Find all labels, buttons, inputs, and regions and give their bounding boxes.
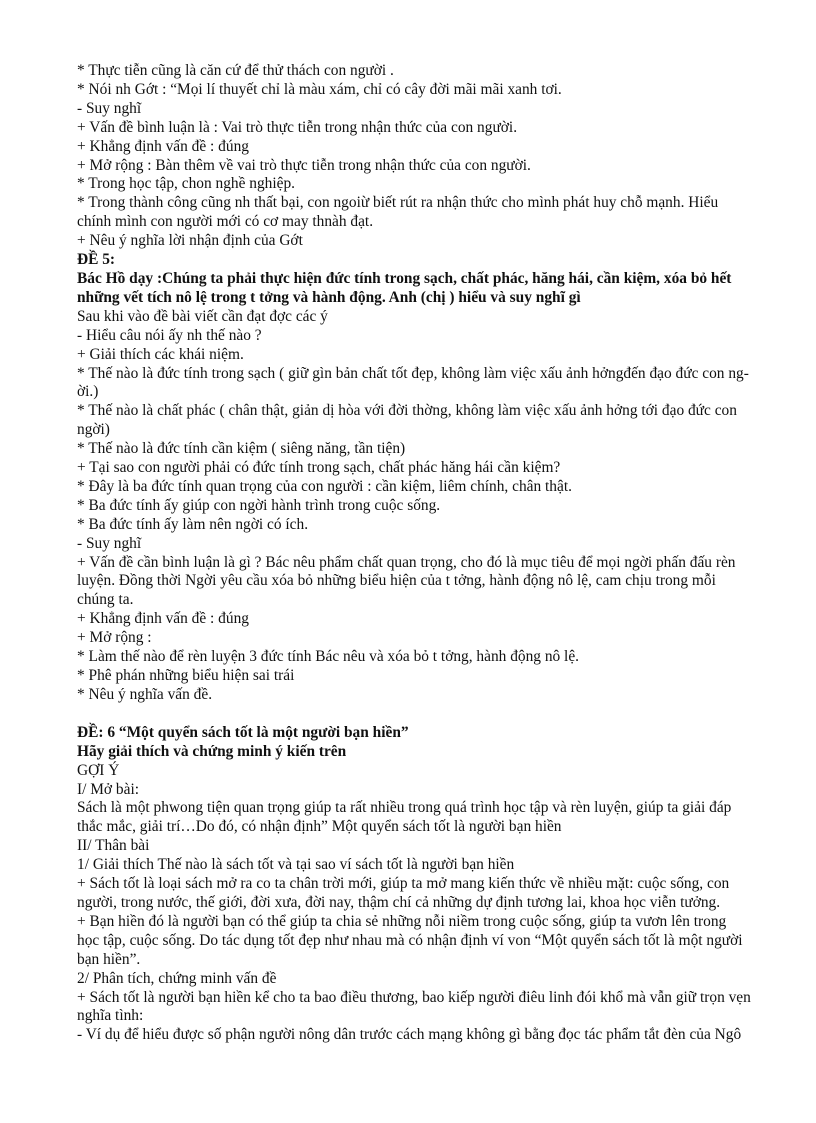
text-line: chúng ta. <box>77 591 134 609</box>
text-line: + Vấn đề bình luận là : Vai trò thực tiễn trong nhận thức của con người. <box>77 118 518 136</box>
text-line: người, trong nước, thế giới, đời xưa, đời nay, thậm chí cả những dự định tương lai, khoa học viễn tưởng. <box>77 893 721 911</box>
text-line: + Khẳng định vấn đề : đúng <box>77 137 249 155</box>
text-line: - Ví dụ để hiểu được số phận người nông dân trước cách mạng không gì bằng đọc tác phẩm tắt đèn của Ngô <box>77 1026 742 1044</box>
text-line: * Phê phán những biểu hiện sai trái <box>77 667 295 684</box>
text-line: - Suy nghĩ <box>77 534 142 552</box>
text-line: học tập, cuộc sống. Do tác dụng tốt đẹp như nhau mà có nhận định ví von “Một quyển sách tốt là một người <box>77 931 743 949</box>
text-line: * Nêu ý nghĩa vấn đề. <box>77 685 213 703</box>
text-line: * Làm thế nào để rèn luyện 3 đức tính Bác nêu và xóa bỏ t tởng, hành động nô lệ. <box>77 648 580 666</box>
text-line: Sách là một phwong tiện quan trọng giúp ta rất nhiều trong quá trình học tập và rèn luyện, giúp ta giải đáp <box>77 799 732 817</box>
text-line: * Trong thành công cũng nh thất bại, con ngoiừ biết rút ra nhận thức cho mình phát huy chỗ mạnh. Hiểu <box>77 194 719 212</box>
text-line: thắc mắc, giải trí…Do đó, có nhận định” Một quyển sách tốt là người bạn hiền <box>77 818 562 836</box>
text-line: - Hiểu câu nói ấy nh thế nào ? <box>77 326 262 344</box>
text-line: nghĩa tình: <box>77 1007 144 1025</box>
text-line: * Thế nào là đức tính trong sạch ( giữ gìn bản chất tốt đẹp, không làm việc xấu ảnh hởngđến đạo đức con ng- <box>77 364 749 382</box>
prompt-text: những vết tích nô lệ trong t tởng và hành động. Anh (chị ) hiểu và suy nghĩ gì <box>77 288 581 306</box>
text-line: + Nêu ý nghĩa lời nhận định của Gớt <box>77 232 303 250</box>
text-line: * Đây là ba đức tính quan trọng của con người : cần kiệm, liêm chính, chân thật. <box>77 477 572 495</box>
prompt-text: Bác Hồ dạy :Chúng ta phải thực hiện đức tính trong sạch, chất phác, hăng hái, cần kiệm, xóa bỏ hết <box>77 269 732 287</box>
text-line: luyện. Đồng thời Ngời yêu cầu xóa bỏ những biểu hiện của t tởng, hành động nô lệ, cam chịu trong mỗi <box>77 572 716 590</box>
prompt-text: Hãy giải thích và chứng minh ý kiến trên <box>77 742 347 760</box>
text-line: * Thế nào là đức tính cần kiệm ( siêng năng, tần tiện) <box>77 440 406 458</box>
text-line: ời.) <box>77 383 99 401</box>
text-line: + Bạn hiền đó là người bạn có thể giúp ta chia sẻ những nỗi niềm trong cuộc sống, giúp ta vươn lên trong <box>77 912 727 930</box>
text-line: I/ Mở bài: <box>77 780 139 798</box>
text-line: + Mở rộng : Bàn thêm về vai trò thực tiễn trong nhận thức của con người. <box>77 156 531 174</box>
text-line: GỢI Ý <box>77 761 120 779</box>
section-heading: ĐỀ 5: <box>77 251 116 269</box>
text-line: + Khẳng định vấn đề : đúng <box>77 610 249 628</box>
text-line: * Ba đức tính ấy làm nên ngời có ích. <box>77 515 309 533</box>
text-line: 1/ Giải thích Thế nào là sách tốt và tại sao ví sách tốt là người bạn hiền <box>77 856 515 874</box>
text-line: chính mình con người mới có cơ may thnàh đạt. <box>77 213 374 231</box>
text-line: + Sách tốt là người bạn hiền kể cho ta bao điều thương, bao kiếp người điêu linh đói khổ mà vẫn giữ trọn vẹn <box>77 988 751 1006</box>
text-line: * Ba đức tính ấy giúp con ngời hành trình trong cuộc sống. <box>77 496 441 514</box>
text-line: * Trong học tập, chon nghề nghiệp. <box>77 175 296 193</box>
text-line: 2/ Phân tích, chứng minh vấn đề <box>77 969 277 987</box>
blank-line <box>77 705 767 724</box>
text-line: II/ Thân bài <box>77 837 150 855</box>
text-line: * Thực tiễn cũng là căn cứ để thử thách con người . <box>77 62 394 79</box>
text-line: + Sách tốt là loại sách mở ra co ta chân trời mới, giúp ta mở mang kiến thức về nhiều mặt: cuộc sống, con <box>77 875 730 893</box>
text-line: + Tại sao con người phải có đức tính trong sạch, chất phác hăng hái cần kiệm? <box>77 459 561 477</box>
text-line: + Giải thích các khái niệm. <box>77 345 244 363</box>
text-line: * Thế nào là chất phác ( chân thật, giản dị hòa với đời thờng, không làm việc xấu ảnh hởng tới đạo đức con <box>77 402 737 420</box>
text-line: ngời) <box>77 421 110 439</box>
document-page <box>77 62 767 1045</box>
section-heading: ĐỀ: 6 “Một quyển sách tốt là một người bạn hiền” <box>77 723 409 741</box>
text-line: Sau khi vào đề bài viết cần đạt đợc các ý <box>77 307 328 325</box>
text-line: - Suy nghĩ <box>77 99 142 117</box>
text-line: + Vấn đề cần bình luận là gì ? Bác nêu phẩm chất quan trọng, cho đó là mục tiêu để mọi ngời phấn đấu rèn <box>77 553 736 571</box>
text-line: * Nói nh Gớt : “Mọi lí thuyết chỉ là màu xám, chỉ có cây đời mãi mãi xanh tơi. <box>77 80 562 98</box>
text-line: + Mở rộng : <box>77 629 152 647</box>
text-line: bạn hiền”. <box>77 950 141 968</box>
